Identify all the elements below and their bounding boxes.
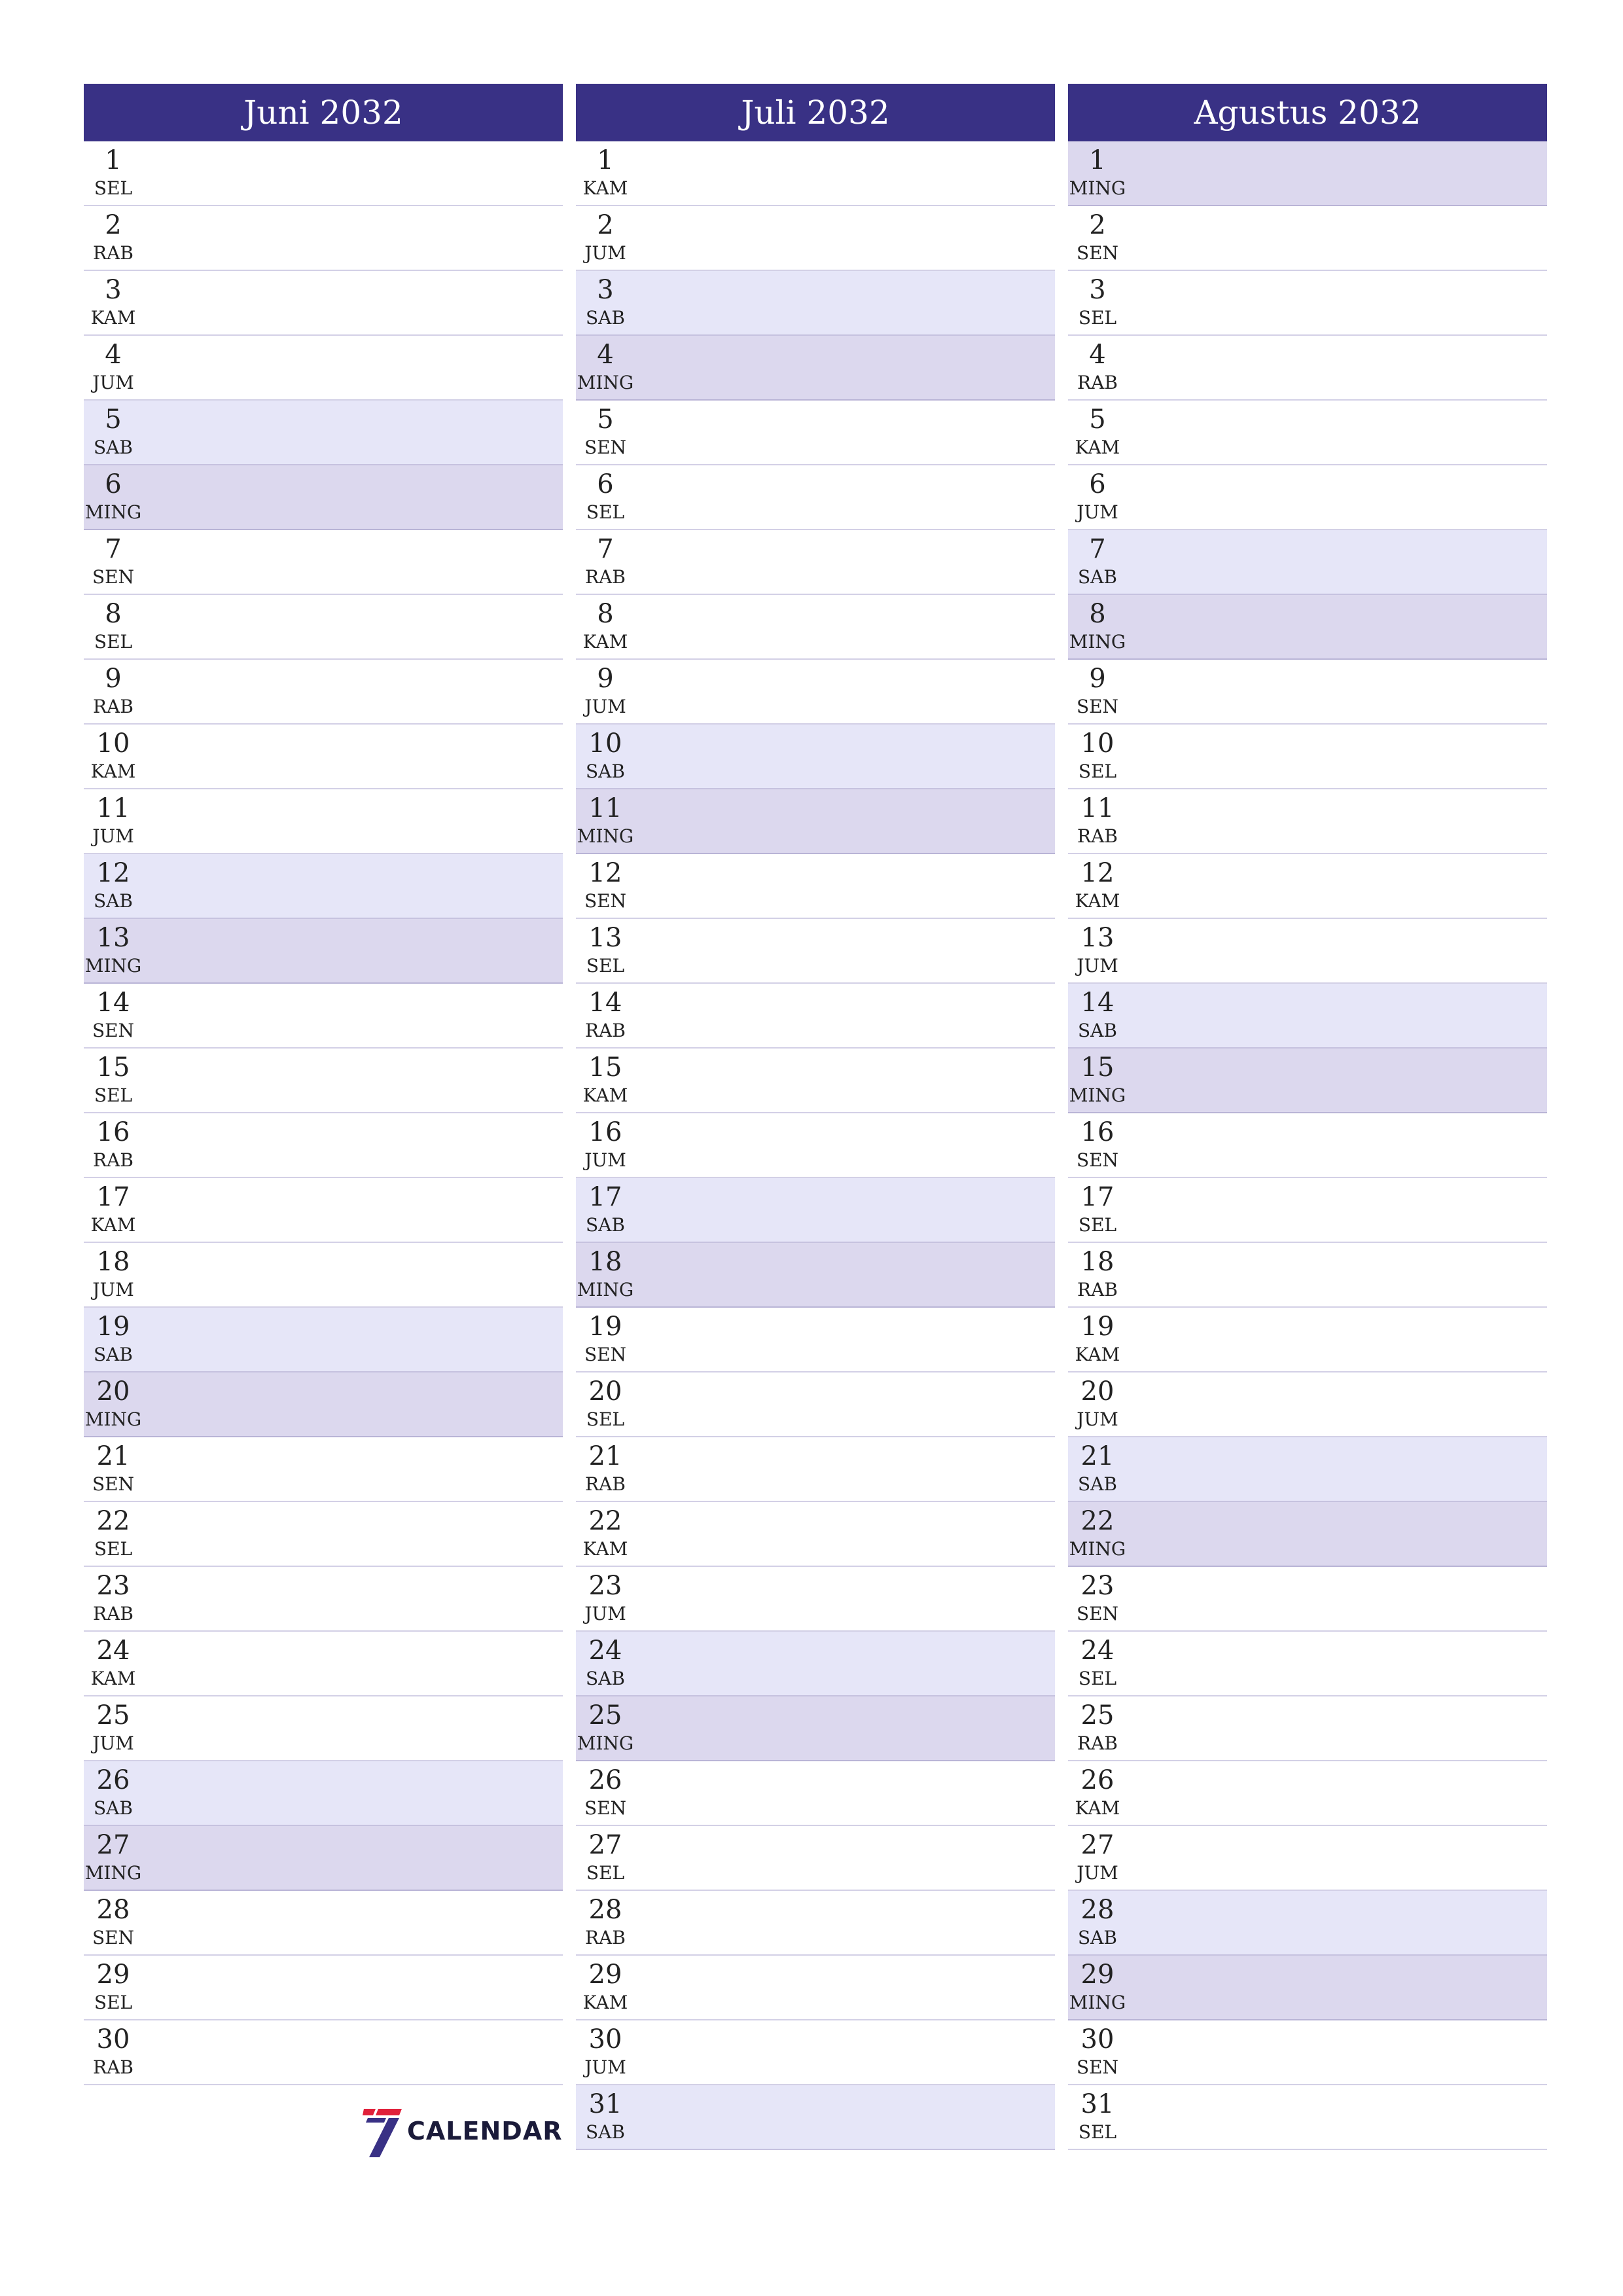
day-number: 27 (588, 1830, 622, 1860)
day-row (84, 1956, 563, 2020)
day-row (84, 854, 563, 919)
day-name: KAM (1075, 1344, 1120, 1365)
day-name: RAB (1077, 1279, 1118, 1300)
day-row (84, 401, 563, 465)
day-name: JUM (584, 242, 626, 264)
day-number: 22 (96, 1506, 130, 1536)
day-name: KAM (1075, 1797, 1120, 1819)
day-number: 4 (105, 340, 122, 370)
day-number: 26 (96, 1765, 130, 1795)
day-row (1068, 789, 1547, 854)
day-row (576, 854, 1055, 919)
day-list (1068, 141, 1547, 2150)
day-row (84, 336, 563, 401)
day-name: RAB (585, 566, 626, 588)
day-name: SEN (92, 1473, 135, 1495)
day-number: 5 (1089, 404, 1106, 435)
day-name: RAB (93, 1149, 134, 1171)
day-row (576, 1567, 1055, 1632)
day-row (1068, 1696, 1547, 1761)
day-number: 21 (96, 1441, 130, 1471)
day-row (1068, 1049, 1547, 1113)
day-number: 1 (105, 145, 122, 175)
day-name: JUM (584, 1149, 626, 1171)
day-number: 14 (96, 988, 130, 1018)
day-row (576, 1502, 1055, 1567)
day-row (1068, 2085, 1547, 2150)
day-row (576, 1243, 1055, 1308)
day-name: SEL (586, 1408, 625, 1430)
day-row (1068, 1113, 1547, 1178)
day-name: SAB (1078, 1473, 1117, 1495)
day-number: 14 (588, 988, 622, 1018)
day-name: SAB (586, 2121, 625, 2143)
day-row (576, 1696, 1055, 1761)
day-name: SAB (586, 761, 625, 782)
day-name: RAB (93, 242, 134, 264)
day-row (84, 1372, 563, 1437)
day-number: 15 (96, 1052, 130, 1083)
day-name: SAB (586, 307, 625, 329)
day-number: 13 (96, 923, 130, 953)
day-name: MING (1069, 1992, 1126, 2013)
day-row (84, 271, 563, 336)
day-row (84, 1049, 563, 1113)
day-name: KAM (90, 761, 136, 782)
day-row (576, 595, 1055, 660)
day-name: KAM (1075, 890, 1120, 912)
day-number: 20 (588, 1376, 622, 1407)
day-list (84, 141, 563, 2085)
day-row (1068, 1308, 1547, 1372)
day-name: SEL (94, 631, 133, 653)
day-number: 21 (1080, 1441, 1115, 1471)
day-name: KAM (90, 1214, 136, 1236)
day-number: 20 (1080, 1376, 1115, 1407)
day-name: JUM (1077, 1862, 1118, 1884)
day-name: SAB (1078, 1927, 1117, 1948)
day-number: 11 (588, 793, 622, 823)
day-name: JUM (92, 825, 134, 847)
day-name: SEN (584, 1344, 627, 1365)
day-row (84, 1502, 563, 1567)
day-row (1068, 336, 1547, 401)
day-name: SEL (1078, 761, 1117, 782)
day-row (576, 660, 1055, 725)
day-row (576, 919, 1055, 984)
day-name: KAM (582, 1538, 628, 1560)
day-row (576, 1956, 1055, 2020)
day-name: KAM (582, 1992, 628, 2013)
day-name: JUM (92, 1732, 134, 1754)
day-row (84, 1826, 563, 1891)
day-number: 9 (1089, 664, 1106, 694)
day-name: SEL (94, 177, 133, 199)
day-number: 7 (105, 534, 122, 564)
day-number: 11 (96, 793, 130, 823)
day-row (576, 789, 1055, 854)
day-name: SEL (94, 1992, 133, 2013)
day-number: 2 (597, 210, 614, 240)
day-row (576, 1826, 1055, 1891)
day-row (576, 1113, 1055, 1178)
day-name: SEL (586, 501, 625, 523)
day-row (1068, 1178, 1547, 1243)
day-number: 23 (1080, 1571, 1115, 1601)
day-name: RAB (93, 2056, 134, 2078)
day-number: 19 (1080, 1312, 1115, 1342)
day-row (1068, 1956, 1547, 2020)
day-number: 16 (1080, 1117, 1115, 1147)
day-number: 13 (1080, 923, 1115, 953)
day-name: SEL (586, 1862, 625, 1884)
calendar-logo (363, 2106, 565, 2159)
day-list (576, 141, 1055, 2150)
day-row (1068, 1437, 1547, 1502)
month-column-juni (84, 84, 563, 2085)
day-name: SEN (92, 1927, 135, 1948)
day-number: 28 (1080, 1895, 1115, 1925)
day-number: 24 (588, 1636, 622, 1666)
day-name: JUM (92, 1279, 134, 1300)
day-name: SEN (1076, 1149, 1119, 1171)
day-number: 30 (96, 2024, 130, 2054)
day-row (576, 401, 1055, 465)
day-name: SAB (94, 890, 133, 912)
day-name: SEN (1076, 2056, 1119, 2078)
day-name: KAM (582, 631, 628, 653)
day-row (84, 1696, 563, 1761)
day-row (1068, 595, 1547, 660)
day-number: 17 (1080, 1182, 1115, 1212)
day-number: 22 (588, 1506, 622, 1536)
day-name: RAB (1077, 1732, 1118, 1754)
day-number: 17 (96, 1182, 130, 1212)
day-row (576, 1049, 1055, 1113)
day-number: 17 (588, 1182, 622, 1212)
day-number: 18 (588, 1247, 622, 1277)
day-row (576, 1308, 1055, 1372)
day-number: 30 (1080, 2024, 1115, 2054)
day-row (576, 984, 1055, 1049)
day-name: SAB (1078, 1020, 1117, 1041)
day-row (84, 1113, 563, 1178)
day-number: 6 (105, 469, 122, 499)
day-name: KAM (1075, 437, 1120, 458)
day-row (576, 1632, 1055, 1696)
day-name: SEN (584, 1797, 627, 1819)
month-column-juli (576, 84, 1055, 2150)
day-row (1068, 2020, 1547, 2085)
day-name: RAB (585, 1927, 626, 1948)
day-name: SEN (1076, 242, 1119, 264)
day-number: 23 (96, 1571, 130, 1601)
day-row (1068, 141, 1547, 206)
day-number: 20 (96, 1376, 130, 1407)
day-row (84, 725, 563, 789)
day-number: 25 (1080, 1700, 1115, 1731)
day-row (84, 1308, 563, 1372)
day-name: MING (84, 1862, 142, 1884)
day-number: 10 (96, 728, 130, 759)
day-number: 10 (1080, 728, 1115, 759)
day-row (84, 1632, 563, 1696)
day-row (84, 530, 563, 595)
day-number: 1 (597, 145, 614, 175)
day-row (1068, 984, 1547, 1049)
day-number: 12 (96, 858, 130, 888)
day-number: 3 (597, 275, 614, 305)
day-number: 29 (588, 1960, 622, 1990)
day-name: SEL (1078, 1668, 1117, 1689)
day-number: 30 (588, 2024, 622, 2054)
day-name: SEL (1078, 1214, 1117, 1236)
day-number: 19 (96, 1312, 130, 1342)
day-number: 1 (1089, 145, 1106, 175)
day-number: 19 (588, 1312, 622, 1342)
day-row (576, 271, 1055, 336)
day-row (1068, 530, 1547, 595)
day-name: SEN (1076, 1603, 1119, 1624)
day-number: 7 (597, 534, 614, 564)
day-row (1068, 1891, 1547, 1956)
day-number: 6 (1089, 469, 1106, 499)
day-number: 16 (96, 1117, 130, 1147)
day-name: SEL (1078, 2121, 1117, 2143)
day-row (1068, 1243, 1547, 1308)
month-header: Juni 2032 (84, 84, 563, 141)
logo-text: CALENDAR (407, 2117, 563, 2145)
day-name: SEL (586, 955, 625, 977)
day-number: 16 (588, 1117, 622, 1147)
day-row (1068, 1372, 1547, 1437)
day-row (1068, 1567, 1547, 1632)
day-name: RAB (1077, 825, 1118, 847)
day-row (84, 1891, 563, 1956)
day-number: 10 (588, 728, 622, 759)
day-row (576, 1891, 1055, 1956)
day-number: 13 (588, 923, 622, 953)
day-name: KAM (90, 307, 136, 329)
day-row (84, 1178, 563, 1243)
day-number: 28 (96, 1895, 130, 1925)
day-row (84, 1243, 563, 1308)
month-header: Agustus 2032 (1068, 84, 1547, 141)
day-row (576, 2085, 1055, 2150)
day-name: MING (1069, 631, 1126, 653)
day-row (576, 141, 1055, 206)
day-row (576, 2020, 1055, 2085)
month-column-agustus (1068, 84, 1547, 2150)
day-number: 26 (1080, 1765, 1115, 1795)
day-row (84, 1437, 563, 1502)
day-name: SAB (586, 1214, 625, 1236)
day-row (84, 141, 563, 206)
day-name: JUM (1077, 955, 1118, 977)
day-name: SAB (94, 1797, 133, 1819)
day-name: SEN (584, 437, 627, 458)
day-number: 25 (588, 1700, 622, 1731)
day-number: 4 (1089, 340, 1106, 370)
day-row (1068, 854, 1547, 919)
day-row (84, 919, 563, 984)
day-row (576, 1178, 1055, 1243)
day-number: 14 (1080, 988, 1115, 1018)
day-name: KAM (582, 1085, 628, 1106)
day-name: KAM (90, 1668, 136, 1689)
month-header: Juli 2032 (576, 84, 1055, 141)
day-row (1068, 206, 1547, 271)
day-name: SAB (1078, 566, 1117, 588)
day-number: 23 (588, 1571, 622, 1601)
day-name: MING (1069, 1085, 1126, 1106)
day-row (1068, 465, 1547, 530)
day-row (84, 1761, 563, 1826)
day-row (1068, 271, 1547, 336)
day-name: SEL (94, 1085, 133, 1106)
day-number: 18 (1080, 1247, 1115, 1277)
day-number: 7 (1089, 534, 1106, 564)
day-number: 8 (597, 599, 614, 629)
day-row (576, 530, 1055, 595)
day-number: 3 (105, 275, 122, 305)
day-name: MING (1069, 1538, 1126, 1560)
day-name: JUM (92, 372, 134, 393)
day-name: JUM (1077, 501, 1118, 523)
day-row (84, 789, 563, 854)
day-number: 21 (588, 1441, 622, 1471)
day-number: 26 (588, 1765, 622, 1795)
day-number: 29 (1080, 1960, 1115, 1990)
day-row (1068, 919, 1547, 984)
day-number: 2 (1089, 210, 1106, 240)
day-name: RAB (93, 1603, 134, 1624)
day-name: SAB (94, 437, 133, 458)
day-number: 27 (96, 1830, 130, 1860)
day-number: 11 (1080, 793, 1115, 823)
day-name: SAB (94, 1344, 133, 1365)
day-number: 12 (588, 858, 622, 888)
seven-logo-icon (363, 2106, 403, 2159)
day-row (1068, 1502, 1547, 1567)
day-number: 4 (597, 340, 614, 370)
day-row (1068, 401, 1547, 465)
day-number: 2 (105, 210, 122, 240)
day-number: 8 (105, 599, 122, 629)
day-row (576, 1372, 1055, 1437)
day-name: JUM (584, 1603, 626, 1624)
day-name: SEN (584, 890, 627, 912)
day-name: KAM (582, 177, 628, 199)
day-name: JUM (584, 696, 626, 717)
day-row (84, 595, 563, 660)
day-row (84, 984, 563, 1049)
day-row (1068, 1761, 1547, 1826)
day-row (1068, 1826, 1547, 1891)
day-number: 15 (1080, 1052, 1115, 1083)
day-row (1068, 660, 1547, 725)
day-name: MING (84, 501, 142, 523)
day-name: JUM (1077, 1408, 1118, 1430)
day-number: 6 (597, 469, 614, 499)
day-name: SEL (94, 1538, 133, 1560)
day-name: MING (577, 1732, 634, 1754)
day-row (84, 660, 563, 725)
day-number: 5 (597, 404, 614, 435)
day-name: MING (1069, 177, 1126, 199)
day-number: 25 (96, 1700, 130, 1731)
day-name: RAB (585, 1473, 626, 1495)
day-name: SAB (586, 1668, 625, 1689)
day-name: JUM (584, 2056, 626, 2078)
day-name: SEL (1078, 307, 1117, 329)
day-number: 27 (1080, 1830, 1115, 1860)
day-number: 24 (96, 1636, 130, 1666)
day-number: 9 (105, 664, 122, 694)
day-name: RAB (93, 696, 134, 717)
day-row (84, 2020, 563, 2085)
day-number: 9 (597, 664, 614, 694)
day-number: 8 (1089, 599, 1106, 629)
day-row (1068, 1632, 1547, 1696)
day-name: SEN (1076, 696, 1119, 717)
day-name: MING (84, 955, 142, 977)
day-row (1068, 725, 1547, 789)
day-row (84, 465, 563, 530)
day-number: 18 (96, 1247, 130, 1277)
day-number: 28 (588, 1895, 622, 1925)
day-number: 24 (1080, 1636, 1115, 1666)
day-row (576, 336, 1055, 401)
day-number: 31 (588, 2089, 622, 2119)
day-name: MING (577, 372, 634, 393)
day-row (576, 206, 1055, 271)
day-number: 22 (1080, 1506, 1115, 1536)
day-row (576, 725, 1055, 789)
day-number: 31 (1080, 2089, 1115, 2119)
day-row (84, 206, 563, 271)
day-name: RAB (1077, 372, 1118, 393)
day-row (576, 465, 1055, 530)
day-name: SEN (92, 566, 135, 588)
day-name: SEN (92, 1020, 135, 1041)
day-number: 29 (96, 1960, 130, 1990)
day-name: MING (577, 825, 634, 847)
day-row (576, 1761, 1055, 1826)
day-row (84, 1567, 563, 1632)
day-name: MING (84, 1408, 142, 1430)
day-number: 15 (588, 1052, 622, 1083)
day-row (576, 1437, 1055, 1502)
day-number: 3 (1089, 275, 1106, 305)
day-name: RAB (585, 1020, 626, 1041)
day-number: 5 (105, 404, 122, 435)
day-number: 12 (1080, 858, 1115, 888)
day-name: MING (577, 1279, 634, 1300)
